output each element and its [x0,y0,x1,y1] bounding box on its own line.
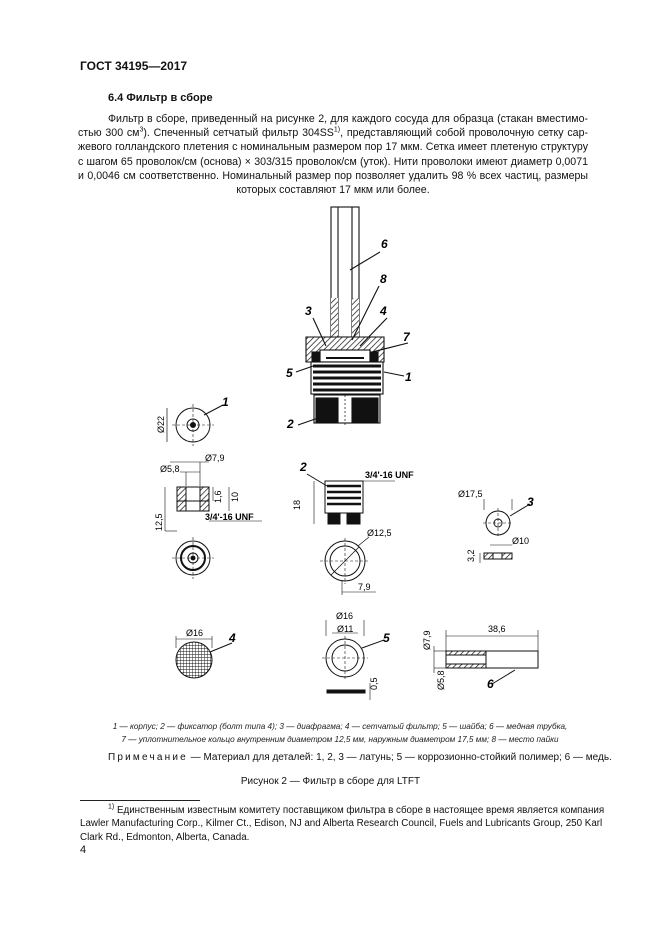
callout-7: 7 [403,330,410,344]
legend-line: 7 — уплотнительное кольцо внутренним диаметром 12,5 мм, наружным диаметром 17,5 мм; 8 — место пайки [121,735,559,744]
callout-6: 6 [381,237,388,251]
footnote-text: Единственным известным комитету поставщиком фильтра в сборе в настоящее время является компания [114,805,605,816]
dim-d79c: Ø7,9 [422,630,432,650]
dim-d32: 3,2 [466,549,476,562]
note-label: Примечание [108,752,188,763]
body-line: Фильтр в сборе, приведенный на рисунке 2, для каждого сосуда для образца (стакан вместимо- [108,113,588,125]
dim-d58: Ø5,8 [160,464,180,474]
document-header: ГОСТ 34195—2017 [80,59,188,73]
callout-6-detail: 6 [487,677,494,691]
body-line: с шагом 65 проволок/см (основа) × 303/315 проволок/см (уток). Нити проволоки имеют диаметр 0,0071 [78,155,588,168]
body-text: , представляющий собой проволочную сетку сар- [340,127,588,140]
part-1-top-view [167,404,223,446]
dim-d18: 18 [292,499,302,510]
dim-d175: Ø17,5 [458,489,483,499]
callout-2: 2 [287,417,294,431]
dim-d11: Ø11 [337,624,354,634]
footnote-divider [80,800,200,801]
part-4-view [176,636,232,678]
figure-note [108,752,612,763]
dim-d125b: Ø12,5 [367,528,392,538]
dim-d10a: 10 [230,491,240,502]
dim-d22: Ø22 [156,415,166,433]
footnote [80,803,605,844]
figure-caption: Рисунок 2 — Фильтр в сборе для LTFT [240,776,421,787]
dim-d386: 38,6 [488,624,506,634]
dim-d16c: Ø16 [336,611,354,621]
dim-d79b: 7,9 [358,582,371,592]
part-1-bottom-view [172,537,214,579]
part-6-view [434,630,538,684]
dim-d16: 1,6 [213,490,223,503]
body-line: которых составляют 17 мкм или более. [236,184,430,197]
figure-legend [90,720,590,746]
dim-d58b: Ø5,8 [436,670,446,690]
callout-2-detail: 2 [300,460,307,474]
callout-3: 3 [305,304,312,318]
callout-4-detail: 4 [229,631,236,645]
callout-5: 5 [286,366,293,380]
page-number: 4 [80,844,87,856]
callout-4: 4 [380,304,387,318]
callout-8: 8 [380,272,387,286]
superscript: 3 [139,126,144,134]
thread-label-1: 3/4'-16 UNF [205,512,254,522]
body-line: жевого голландского плетения с номинальным размером пор 17 мкм. Сетка имеет плетеную структуру [78,141,588,154]
main-assembly [296,207,408,425]
footnote-line: Lawler Manufacturing Corp., Kilmer Ct., Edison, NJ and Alberta Research Council, Fuels and Lubricants Group, 250 Karl [80,818,603,830]
part-3-views [480,499,530,563]
callout-3-detail: 3 [527,495,534,509]
footnote-marker: 1) [108,803,115,811]
dim-d16b: Ø16 [186,628,204,638]
body-text: ). Спеченный сетчатый фильтр 304SS [143,127,334,140]
dim-d79: Ø7,9 [205,453,225,463]
body-line: и 0,0046 см соответственно. Номинальный размер пор позволяет удалить 98 % всех частиц, размеры [78,169,588,182]
note-text: — Материал для деталей: 1, 2, 3 — латунь; 5 — коррозионно-стойкий полимер; 6 — медь. [187,752,612,763]
part-2-side-view [307,474,395,524]
legend-line: 1 — корпус; 2 — фиксатор (болт типа 4); 3 — диафрагма; 4 — сетчатый фильтр; 5 — шайба; 6 — медная трубка, [112,722,568,731]
footnote-line: Clark Rd., Edmonton, Alberta, Canada. [80,831,250,843]
callout-5-detail: 5 [383,631,390,645]
footnote-ref: 1) [333,126,341,134]
body-text: стью 300 см [78,127,140,140]
callout-1-detail: 1 [222,395,229,409]
section-title: 6.4 Фильтр в сборе [108,92,213,104]
thread-label-2: 3/4'-16 UNF [365,470,414,480]
dim-d05: 0,5 [369,677,379,690]
dim-d125: 12,5 [154,513,164,531]
dim-d10b: Ø10 [512,536,530,546]
callout-1: 1 [405,370,412,384]
footnote-line [80,803,605,817]
